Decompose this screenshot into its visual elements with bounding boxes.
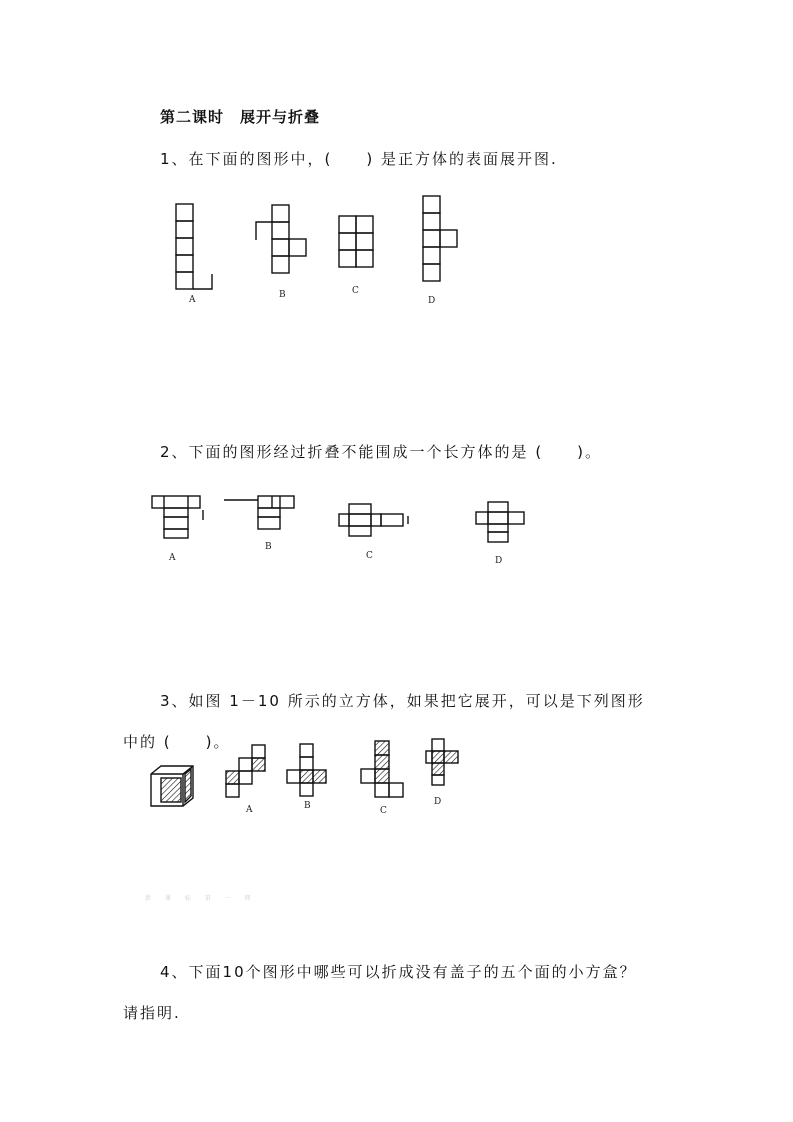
q3-label-d: D — [434, 797, 442, 807]
question-1-text: 1、在下面的图形中，( ) 是正方体的表面展开图. — [160, 150, 558, 168]
q1-net-a — [170, 196, 230, 296]
q3-cube-figure — [145, 760, 200, 810]
q2-net-a — [148, 490, 213, 550]
q3-label-a: A — [246, 805, 253, 815]
page-title: 第二课时 展开与折叠 — [160, 108, 321, 126]
faint-watermark-text: 新 课 标 第 一 网 — [145, 895, 257, 902]
q1-net-c — [335, 210, 385, 275]
q3-net-d — [422, 735, 472, 795]
q3-label-b: B — [304, 801, 311, 811]
q1-label-c: C — [352, 286, 359, 296]
question-3-line-2: 中的 ( )。 — [123, 733, 231, 751]
q2-net-b — [222, 490, 302, 540]
q1-label-b: B — [279, 290, 286, 300]
q2-label-c: C — [366, 551, 373, 561]
question-4-line-1: 4、下面10个图形中哪些可以折成没有盖子的五个面的小方盒？ — [160, 963, 637, 981]
q1-net-d — [418, 192, 468, 292]
q1-label-d: D — [428, 296, 436, 306]
q3-net-b — [282, 740, 337, 805]
q2-net-d — [470, 498, 530, 548]
question-4-line-2: 请指明. — [123, 1004, 181, 1022]
question-3-line-1: 3、如图 1－10 所示的立方体，如果把它展开，可以是下列图形 — [160, 692, 645, 710]
q2-label-d: D — [495, 556, 503, 566]
q3-label-c: C — [380, 806, 387, 816]
q1-label-a: A — [189, 295, 196, 305]
question-2-text: 2、下面的图形经过折叠不能围成一个长方体的是 ( )。 — [160, 443, 603, 461]
q1-net-b — [250, 200, 320, 280]
q3-net-a — [220, 740, 275, 805]
q3-net-c — [355, 737, 410, 807]
q2-net-c — [335, 498, 415, 543]
q2-label-b: B — [265, 542, 272, 552]
q2-label-a: A — [169, 553, 176, 563]
